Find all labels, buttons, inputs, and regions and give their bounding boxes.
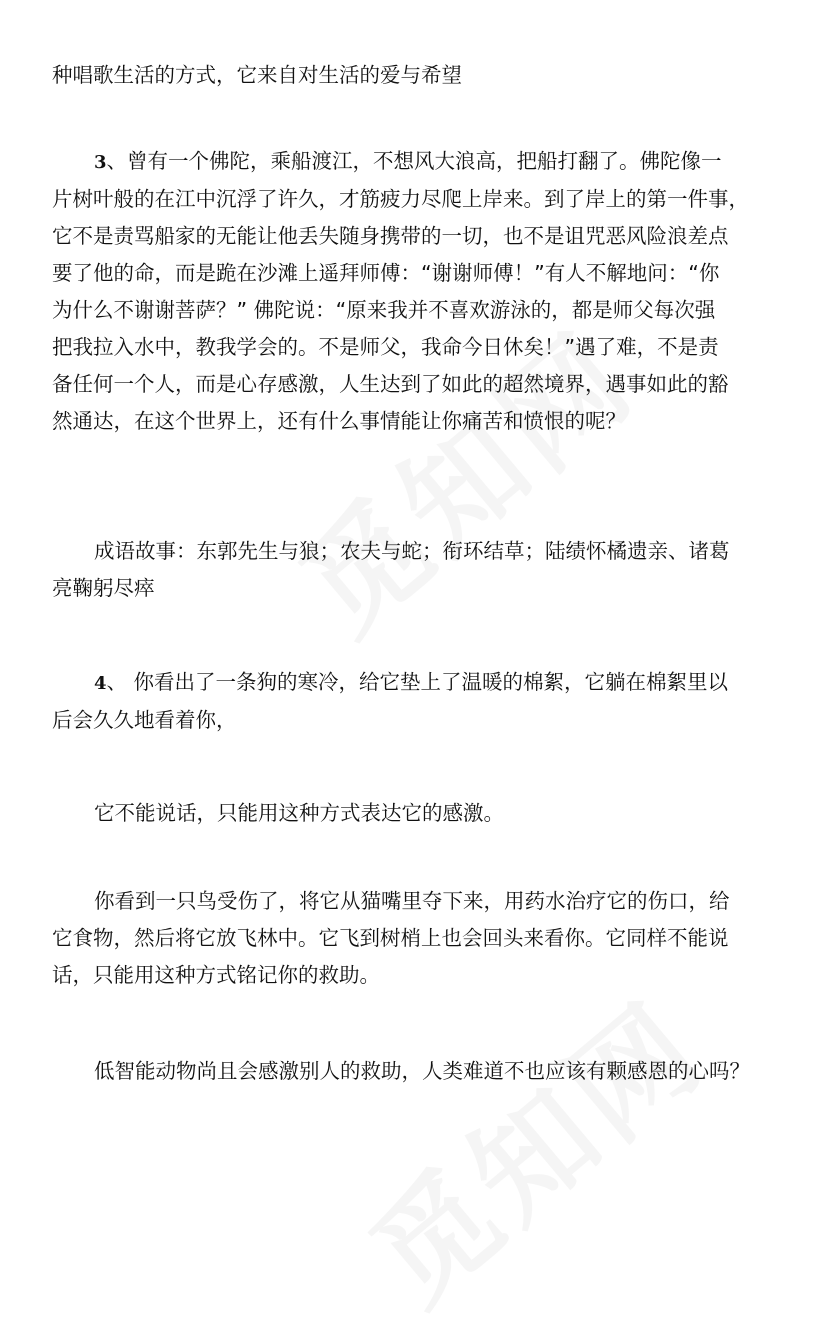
paragraph-4: [52, 664, 792, 739]
text-line: 为什么不谢谢菩萨？” 佛陀说：“原来我并不喜欢游泳的，都是师父每次强: [52, 298, 716, 322]
paragraph-3: [52, 143, 792, 440]
number-separator: 、: [106, 149, 128, 173]
paragraph-continuation: [52, 57, 792, 94]
text-line: 低智能动物尚且会感激别人的救助，人类难道不也应该有颗感恩的心吗？: [94, 1059, 750, 1083]
text-line: 种唱歌生活的方式，它来自对生活的爱与希望: [52, 63, 462, 87]
watermark-text: [330, 957, 735, 1335]
text-line: [52, 664, 792, 702]
paragraph-idioms: [52, 533, 792, 607]
text-line: [52, 143, 792, 181]
text-line: 话，只能用这种方式铭记你的救助。: [52, 963, 380, 987]
paragraph-number: 3: [94, 152, 107, 173]
text-line: 备任何一个人，而是心存感激，人生达到了如此的超然境界，遇事如此的豁: [52, 372, 729, 396]
text-line: 它不是责骂船家的无能让他丢失随身携带的一切，也不是诅咒恶风险浪差点: [52, 224, 729, 248]
text-line: 要了他的命，而是跪在沙滩上遥拜师傅：“谢谢师傅！”有人不解地问：“你: [52, 261, 720, 285]
paragraph-number: 4: [94, 673, 107, 694]
text-line: 你看到一只鸟受伤了，将它从猫嘴里夺下来，用药水治疗它的伤口，给: [94, 889, 730, 913]
paragraph-7: [52, 1053, 792, 1090]
paragraph-6: [52, 883, 792, 994]
text-line: 它不能说话，只能用这种方式表达它的感激。: [94, 801, 504, 825]
text-span: 你看出了一条狗的寒冷，给它垫上了温暖的棉絮，它躺在棉絮里以: [127, 670, 729, 694]
text-line: 然通达，在这个世界上，还有什么事情能让你痛苦和愤恨的呢？: [52, 409, 626, 433]
paragraph-5: [52, 795, 792, 832]
text-line: 后会久久地看着你，: [52, 708, 237, 732]
number-separator: 、: [106, 670, 128, 694]
text-line: 它食物，然后将它放飞林中。它飞到树梢上也会回头来看你。它同样不能说: [52, 926, 729, 950]
text-span: 曾有一个佛陀，乘船渡江，不想风大浪高，把船打翻了。佛陀像一: [127, 149, 722, 173]
text-line: 亮鞠躬尽瘁: [52, 576, 155, 600]
text-line: 片树叶般的在江中沉浮了许久，才筋疲力尽爬上岸来。到了岸上的第一件事，: [52, 187, 749, 211]
text-line: 把我拉入水中，教我学会的。不是师父，我命今日休矣！”遇了难，不是责: [52, 335, 719, 359]
text-line: 成语故事：东郭先生与狼；农夫与蛇；衔环结草；陆绩怀橘遗亲、诸葛: [94, 539, 730, 563]
